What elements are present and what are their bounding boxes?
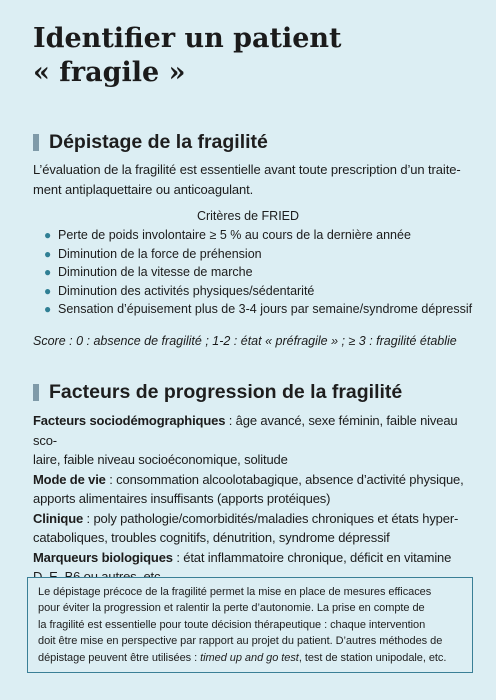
section-marker: [33, 134, 39, 151]
callout-line: dépistage peuvent être utilisées :: [38, 651, 201, 664]
callout-test-name: timed up and go test: [200, 651, 299, 664]
factor-text: : poly pathologie/comorbidités/maladies chroniques et états hyper-: [83, 510, 459, 526]
title-line-1: Identifier un patient: [33, 23, 342, 54]
bullet-icon: ●: [44, 246, 52, 261]
callout-line: pour éviter la progression et ralentir la perte d’autonomie. La prise en compte de: [38, 602, 425, 615]
criterion-text: Perte de poids involontaire ≥ 5 % au cours de la dernière année: [58, 228, 411, 242]
section-title: Facteurs de progression de la fragilité: [49, 381, 403, 403]
callout-line: la fragilité est essentielle pour toute décision thérapeutique : chaque intervention: [38, 618, 426, 631]
factor-text: apports alimentaires insuffisants (apports protéiques): [33, 491, 331, 506]
page-title: [33, 22, 473, 90]
intro-line: L’évaluation de la fragilité est essentielle avant toute prescription d’un traite-: [33, 162, 461, 177]
list-item: [44, 263, 484, 282]
bullet-icon: ●: [44, 283, 52, 298]
fried-criteria-list: [44, 226, 484, 319]
bullet-icon: ●: [44, 228, 52, 242]
list-item: [44, 282, 484, 301]
summary-callout-box: [27, 577, 473, 673]
factor-item: [33, 411, 473, 470]
intro-line: ment antiplaquettaire ou anticoagulant.: [33, 182, 254, 197]
section-heading-progression: [33, 380, 473, 404]
criterion-text: Diminution de la force de préhension: [58, 246, 262, 261]
factor-text: : âge avancé, sexe féminin, faible niveau sco-: [33, 413, 458, 448]
callout-line: doit être mise en perspective par rapport au projet du patient. D’autres méthodes de: [38, 635, 443, 648]
bullet-icon: ●: [44, 302, 52, 317]
title-line-2: « fragile »: [33, 57, 186, 88]
factor-label: Marqueurs biologiques: [33, 549, 173, 565]
factor-text: : état inflammatoire chronique, déficit en vitamine: [172, 549, 452, 565]
factor-label: Facteurs sociodémographiques: [33, 413, 226, 428]
list-item: [44, 245, 484, 264]
criterion-text: Diminution des activités physiques/sédentarité: [58, 283, 315, 298]
bullet-icon: ●: [44, 265, 52, 280]
criteria-heading: Critères de FRIED: [196, 209, 300, 223]
callout-line: , test de station unipodale, etc.: [298, 651, 447, 664]
factor-item: [33, 509, 473, 548]
list-item: [44, 300, 484, 319]
factor-label: Clinique: [33, 510, 84, 526]
factor-text: laire, faible niveau socioéconomique, solitude: [33, 452, 288, 467]
factor-item: [33, 470, 473, 509]
score-legend: Score : 0 : absence de fragilité ; 1-2 : état « préfragile » ; ≥ 3 : fragilité établie: [33, 334, 457, 348]
section-marker: [33, 384, 39, 401]
factor-text: cataboliques, troubles cognitifs, dénutrition, syndrome dépressif: [33, 530, 390, 545]
criterion-text: Diminution de la vitesse de marche: [58, 265, 253, 280]
section-title: Dépistage de la fragilité: [49, 131, 268, 153]
factor-text: : consommation alcoolotabagique, absence d’activité physique,: [105, 471, 464, 487]
factor-label: Mode de vie: [33, 471, 106, 487]
list-item: [44, 226, 484, 245]
intro-paragraph: [33, 160, 473, 200]
factors-list: [33, 411, 473, 587]
section-heading-depistage: [33, 130, 473, 154]
callout-line: Le dépistage précoce de la fragilité permet la mise en place de mesures efficaces: [38, 586, 432, 598]
criterion-text: Sensation d’épuisement plus de 3-4 jours par semaine/syndrome dépressif: [58, 302, 473, 317]
